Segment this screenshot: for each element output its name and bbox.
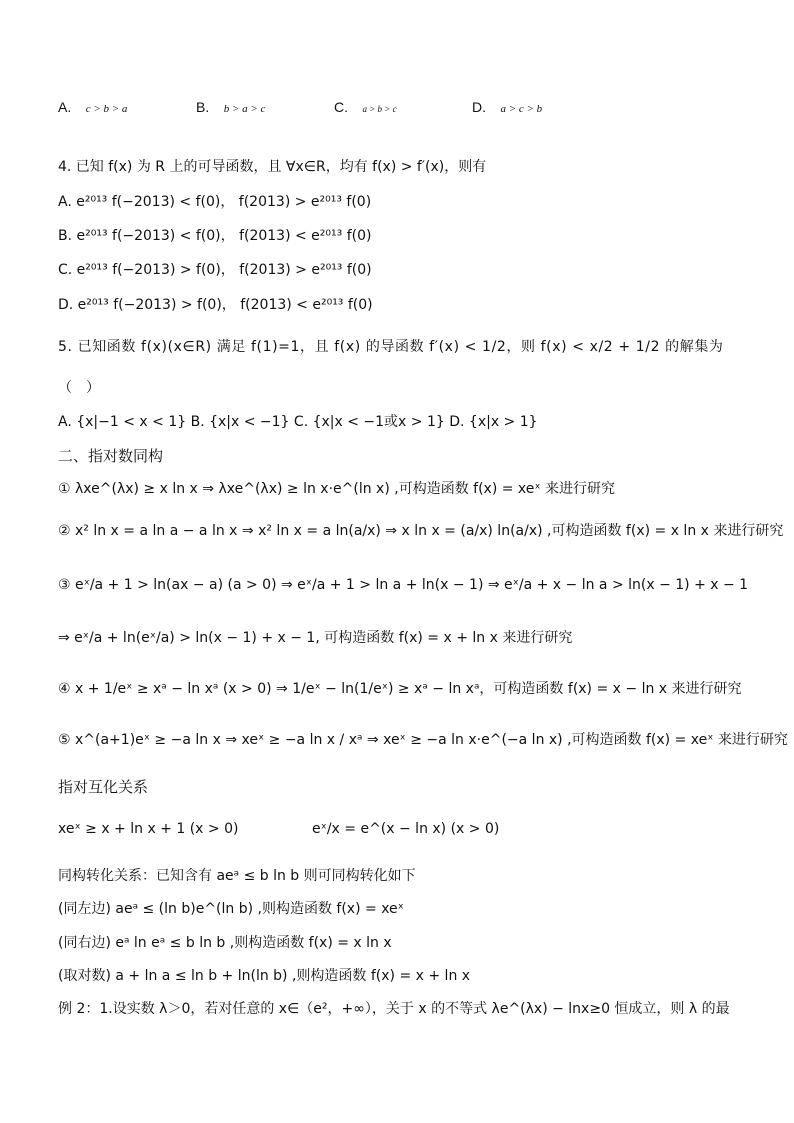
isomorphism-item-5: ⑤ x^(a+1)eˣ ≥ −a ln x ⇒ xeˣ ≥ −a ln x / xᵃ ⇒ xeˣ ≥ −a ln x·e^(−a ln x) ,可构造函数 f(x) = xeˣ 来进行研究 bbox=[58, 732, 788, 748]
isomorphism-item-3-cont: ⇒ eˣ/a + ln(eˣ/a) > ln(x − 1) + x − 1, 可构造函数 f(x) = x + ln x 来进行研究 bbox=[58, 630, 573, 646]
option-label: D. bbox=[472, 99, 486, 115]
q3-option-d bbox=[472, 97, 542, 119]
option-expr: a > c > b bbox=[500, 103, 543, 115]
q3-option-c bbox=[334, 97, 397, 119]
q4-option-c: C. e²⁰¹³ f(−2013) > f(0)， f(2013) > e²⁰¹³ f(0) bbox=[58, 262, 372, 278]
section-title: 二、指对数同构 bbox=[58, 447, 164, 465]
mutual-title: 指对互化关系 bbox=[58, 778, 149, 796]
isomorphism-item-4: ④ x + 1/eˣ ≥ xᵃ − ln xᵃ (x > 0) ⇒ 1/eˣ − ln(1/eˣ) ≥ xᵃ − ln xᵃ，可构造函数 f(x) = x − ln x 来进行研究 bbox=[58, 681, 742, 697]
transform-intro: 同构转化关系：已知含有 aeᵃ ≤ b ln b 则可同构转化如下 bbox=[58, 868, 416, 884]
isomorphism-item-1: ① λxe^(λx) ≥ x ln x ⇒ λxe^(λx) ≥ ln x·e^(ln x) ,可构造函数 f(x) = xeˣ 来进行研究 bbox=[58, 481, 616, 497]
q4-stem: 4. 已知 f(x) 为 R 上的可导函数，且 ∀x∈R，均有 f(x) > f′(x)，则有 bbox=[58, 159, 487, 175]
q5-answer-paren: （ ） bbox=[58, 380, 100, 396]
q5-stem: 5. 已知函数 f(x)(x∈R) 满足 f(1)=1，且 f(x) 的导函数 f′(x) < 1/2，则 f(x) < x/2 + 1/2 的解集为 bbox=[58, 339, 724, 355]
q3-option-a bbox=[58, 97, 127, 119]
option-label: B. bbox=[196, 99, 210, 115]
option-label: A. bbox=[58, 99, 72, 115]
option-expr: b > a > c bbox=[223, 103, 266, 115]
transform-row-left: (同左边) aeᵃ ≤ (ln b)e^(ln b) ,则构造函数 f(x) = xeˣ bbox=[58, 901, 404, 917]
q3-option-b bbox=[196, 97, 265, 119]
isomorphism-item-3: ③ eˣ/a + 1 > ln(ax − a) (a > 0) ⇒ eˣ/a + 1 > ln a + ln(x − 1) ⇒ eˣ/a + x − ln a > ln(x − 1) + x − 1 bbox=[58, 577, 749, 593]
mutual-right-formula: eˣ/x = e^(x − ln x) (x > 0) bbox=[312, 821, 500, 837]
transform-row-right: (同右边) eᵃ ln eᵃ ≤ b ln b ,则构造函数 f(x) = x ln x bbox=[58, 935, 392, 951]
mutual-left-formula: xeˣ ≥ x + ln x + 1 (x > 0) bbox=[58, 821, 239, 837]
q5-options: A. {x|−1 < x < 1} B. {x|x < −1} C. {x|x < −1或x > 1} D. {x|x > 1} bbox=[58, 414, 538, 430]
q4-option-d: D. e²⁰¹³ f(−2013) > f(0)， f(2013) < e²⁰¹³ f(0) bbox=[58, 297, 373, 313]
example-2: 例 2：1.设实数 λ＞0，若对任意的 x∈（e²，+∞），关于 x 的不等式 λe^(λx) − lnx≥0 恒成立，则 λ 的最 bbox=[58, 1001, 730, 1017]
q4-option-a: A. e²⁰¹³ f(−2013) < f(0)， f(2013) > e²⁰¹³ f(0) bbox=[58, 194, 372, 210]
transform-row-log: (取对数) a + ln a ≤ ln b + ln(ln b) ,则构造函数 f(x) = x + ln x bbox=[58, 968, 471, 984]
q4-option-b: B. e²⁰¹³ f(−2013) < f(0)， f(2013) < e²⁰¹³ f(0) bbox=[58, 228, 372, 244]
option-expr: c > b > a bbox=[85, 103, 128, 115]
option-expr: a > b > c bbox=[362, 104, 397, 114]
option-label: C. bbox=[334, 99, 348, 115]
isomorphism-item-2: ② x² ln x = a ln a − a ln x ⇒ x² ln x = a ln(a/x) ⇒ x ln x = (a/x) ln(a/x) ,可构造函数 f(x) = x ln x 来进行研究 bbox=[58, 523, 784, 539]
